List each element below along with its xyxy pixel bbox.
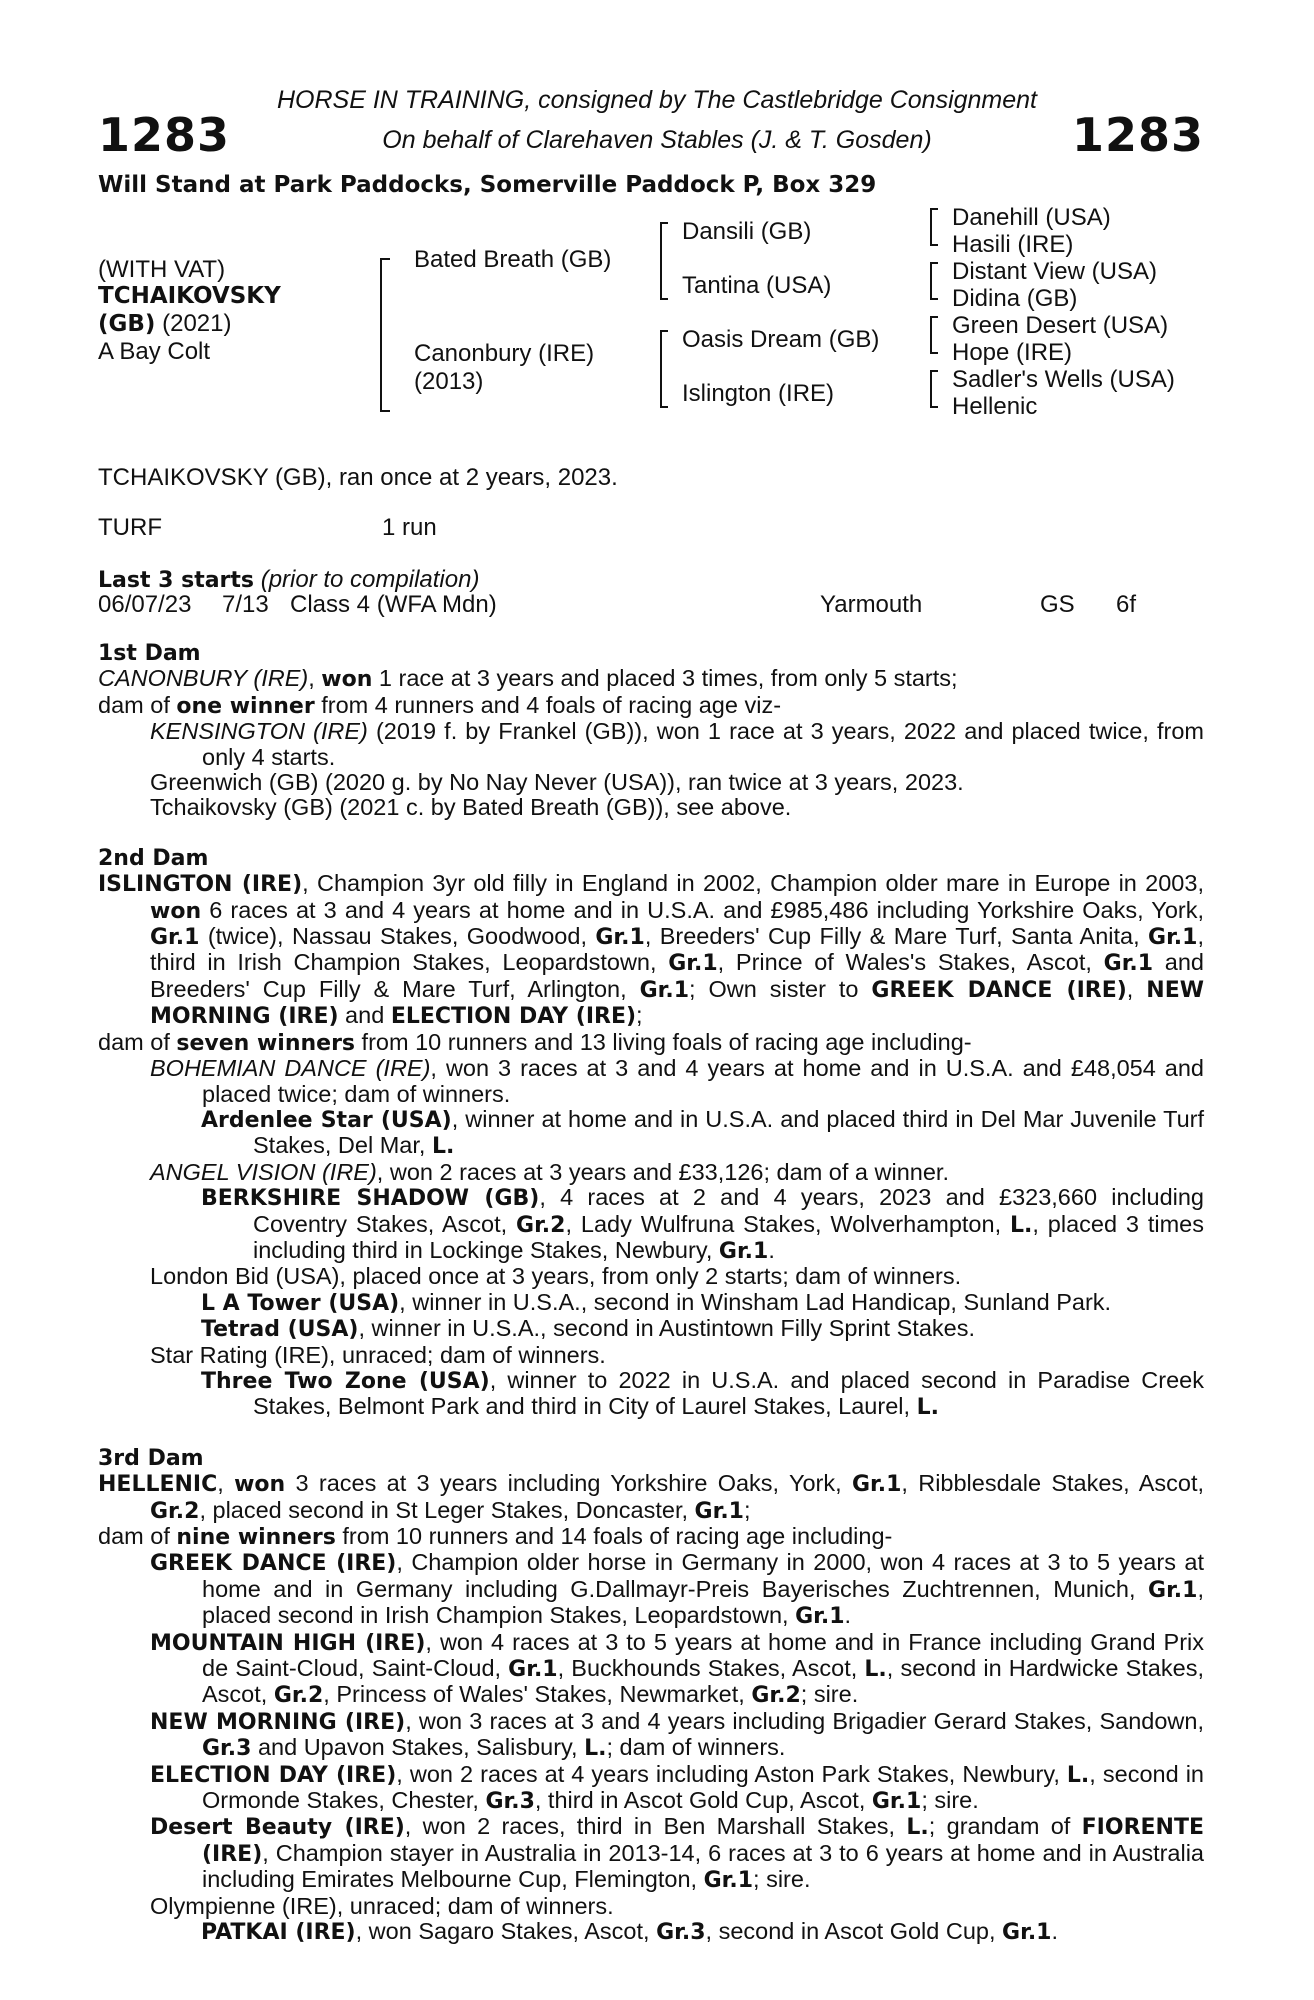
spacer <box>98 1421 1204 1446</box>
produce-name: ANGEL VISION (IRE) <box>150 1158 377 1185</box>
text: ; <box>743 1496 751 1523</box>
text: and Breeders' Cup Filly & Mare Turf, Arlington, <box>150 949 1204 1002</box>
winners-count: seven winners <box>176 1030 356 1056</box>
grade: Gr.2 <box>516 1212 566 1238</box>
grade: Gr.1 <box>718 1238 769 1264</box>
winners-count: one winner <box>176 693 315 719</box>
text: , Ribblesdale Stakes, Ascot, <box>901 1470 1204 1497</box>
text: , won 2 races at 4 years including Aston Park Stakes, Newbury, <box>396 1760 1067 1787</box>
grade: Gr.1 <box>668 951 718 977</box>
won-text: won <box>321 667 373 693</box>
third-dam-line <box>98 1471 1204 1524</box>
pedigree-g1: Danehill (USA) <box>952 204 1111 231</box>
start-going: GS <box>1040 591 1075 618</box>
pedigree-g3: Distant View (USA) <box>952 258 1157 285</box>
stand-location: Will Stand at Park Paddocks, Somerville Paddock P, Box 329 <box>98 172 877 198</box>
text: , winner at home and in U.S.A. and placed third in Del Mar Juvenile Turf Stakes, Del Mar, <box>253 1105 1204 1159</box>
produce-name: MOUNTAIN HIGH (IRE) <box>150 1630 426 1656</box>
grade: L. <box>1066 1762 1090 1788</box>
text: , second in Ormonde Stakes, Chester, <box>202 1760 1204 1814</box>
pedigree-sire-sire: Dansili (GB) <box>682 218 812 245</box>
text: , won 2 races at 3 years and £33,126; dam of a winner. <box>376 1158 949 1185</box>
start-class: Class 4 (WFA Mdn) <box>290 591 497 618</box>
produce-desert-beauty <box>98 1814 1204 1893</box>
produce-name: Ardenlee Star (USA) <box>201 1107 452 1133</box>
lot-number-right: 1283 <box>1071 108 1204 162</box>
consignment-line: HORSE IN TRAINING, consigned by The Castlebridge Consignment <box>276 86 1038 114</box>
pedigree-brace-g4 <box>930 370 938 408</box>
text: , <box>308 665 322 692</box>
pedigree-brace-dam <box>660 330 668 408</box>
pedigree-sire: Bated Breath (GB) <box>414 246 612 273</box>
start-position: 7/13 <box>222 591 269 618</box>
grade: Gr.2 <box>150 1498 200 1524</box>
produce-tchaikovsky: Tchaikovsky (GB) (2021 c. by Bated Breath (GB)), see above. <box>150 794 792 821</box>
race-summary: TCHAIKOVSKY (GB), ran once at 2 years, 2023. <box>98 464 618 491</box>
produce-ardenlee-star <box>98 1107 1204 1160</box>
won-text: won <box>150 898 202 924</box>
pedigree-g4: Didina (GB) <box>952 285 1078 312</box>
text: (twice), Nassau Stakes, Goodwood, <box>199 923 596 950</box>
text: ; dam of winners. <box>606 1734 786 1761</box>
horse-description: A Bay Colt <box>98 338 211 365</box>
text: , <box>1126 975 1147 1002</box>
grade: Gr.1 <box>1148 925 1198 951</box>
text: , placed second in Irish Champion Stakes, Leopardstown, <box>202 1575 1204 1629</box>
sibling-name: NEW MORNING (IRE) <box>150 977 1204 1030</box>
text: , won 2 races, third in Ben Marshall Stakes, <box>404 1813 907 1840</box>
text: and Upavon Stakes, Salisbury, <box>251 1734 585 1761</box>
second-dam-name: ISLINGTON (IRE) <box>98 872 303 898</box>
text: , third in Ascot Gold Cup, Ascot, <box>534 1787 872 1814</box>
text: ; Own sister to <box>689 975 872 1002</box>
produce-greek-dance <box>98 1550 1204 1629</box>
text: ; sire. <box>921 1787 979 1814</box>
produce-name: L A Tower (USA) <box>201 1290 400 1316</box>
text: , winner in U.S.A., second in Austintown Filly Sprint Stakes. <box>358 1315 975 1342</box>
text: ; <box>636 1002 643 1029</box>
grade: Gr.1 <box>639 977 689 1003</box>
text: , third in Irish Champion Stakes, Leopardstown, <box>150 923 1204 976</box>
pedigree-brace-g3 <box>930 316 938 354</box>
grade: Gr.1 <box>851 1472 902 1498</box>
text: , placed 3 times including third in Lockinge Stakes, Newbury, <box>253 1210 1204 1263</box>
text: , Breeders' Cup Filly & Mare Turf, Santa Anita, <box>644 923 1149 950</box>
produce-election-day <box>98 1762 1204 1815</box>
grade: Gr.1 <box>871 1789 922 1815</box>
pedigree-dam-year: (2013) <box>414 368 484 395</box>
sibling-name: ELECTION DAY (IRE) <box>390 1004 637 1030</box>
text: 1 race at 3 years and placed 3 times, from only 5 starts; <box>372 665 958 692</box>
pedigree-g2: Hasili (IRE) <box>952 231 1074 258</box>
text: . <box>844 1602 852 1629</box>
spacer <box>98 821 1204 846</box>
produce-olympienne: Olympienne (IRE), unraced; dam of winners. <box>150 1892 614 1919</box>
produce-name: Desert Beauty (IRE) <box>150 1815 405 1841</box>
pedigree-brace-sire <box>660 222 668 300</box>
text: , Champion 3yr old filly in England in 2002, Champion older mare in Europe in 2003, <box>302 870 1204 897</box>
third-dam-produce <box>98 1524 1204 1550</box>
produce-name: PATKAI (IRE) <box>201 1920 356 1946</box>
produce-three-two-zone <box>98 1368 1204 1421</box>
produce-patkai <box>98 1919 1204 1945</box>
text: , Lady Wulfruna Stakes, Wolverhampton, <box>565 1210 1010 1237</box>
pedigree-g8: Hellenic <box>952 393 1038 420</box>
text: ; sire. <box>800 1681 859 1708</box>
text: 3 races at 3 years including Yorkshire Oaks, York, <box>285 1470 852 1497</box>
produce-greenwich: Greenwich (GB) (2020 g. by No Nay Never (USA)), ran twice at 3 years, 2023. <box>150 769 964 796</box>
produce-la-tower <box>98 1290 1204 1316</box>
grade: L. <box>1009 1212 1033 1238</box>
produce-mountain-high <box>98 1630 1204 1709</box>
grade: Gr.1 <box>694 1498 744 1524</box>
grade: Gr.3 <box>202 1736 252 1762</box>
pedigree-g6: Hope (IRE) <box>952 339 1073 366</box>
produce-tetrad <box>98 1316 1204 1342</box>
text: , Buckhounds Stakes, Ascot, <box>557 1655 865 1682</box>
text: from 10 runners and 13 living foals of racing age including- <box>355 1028 972 1055</box>
produce-name: NEW MORNING (IRE) <box>150 1709 406 1735</box>
sibling-name: GREEK DANCE (IRE) <box>871 977 1127 1003</box>
text: , Princess of Wales' Stakes, Newmarket, <box>323 1681 752 1708</box>
grade: L. <box>864 1657 887 1683</box>
text: . <box>768 1236 775 1263</box>
winners-count: nine winners <box>176 1525 336 1550</box>
pedigree-sire-dam: Tantina (USA) <box>682 272 832 299</box>
grade: Gr.1 <box>1002 1920 1052 1946</box>
produce-name: BOHEMIAN DANCE (IRE) <box>150 1055 431 1082</box>
pedigree-brace-g2 <box>930 262 938 300</box>
first-dam-heading: 1st Dam <box>98 641 201 666</box>
text: ; sire. <box>753 1866 811 1893</box>
start-course: Yarmouth <box>820 591 923 618</box>
text: , <box>217 1470 235 1497</box>
produce-name: KENSINGTON (IRE) <box>150 718 368 745</box>
last-starts-title: Last 3 starts <box>98 568 255 593</box>
second-dam-line <box>98 871 1204 1029</box>
text: 6 races at 3 and 4 years at home and in U.S.A. and £985,486 including Yorkshire Oaks, York, <box>201 896 1204 923</box>
first-dam-name: CANONBURY (IRE) <box>98 665 309 692</box>
grade: L. <box>906 1815 929 1841</box>
second-dam-heading: 2nd Dam <box>98 845 209 871</box>
produce-name: ELECTION DAY (IRE) <box>150 1762 397 1788</box>
pedigree-dam-dam: Islington (IRE) <box>682 380 835 407</box>
grade: Gr.3 <box>485 1789 535 1815</box>
pedigree-dam: Canonbury (IRE) <box>414 340 595 367</box>
produce-name: Three Two Zone (USA) <box>201 1368 490 1394</box>
first-dam-produce <box>98 693 1204 719</box>
text: . <box>1051 1918 1059 1945</box>
start-distance: 6f <box>1116 591 1137 618</box>
family-details <box>98 641 1204 1946</box>
text: , won 4 races at 3 to 5 years at home and in France including Grand Prix de Saint-Cloud, Saint-Cloud, <box>202 1628 1204 1682</box>
text: , Champion stayer in Australia in 2013-14, 6 races at 3 to 6 years at home and in Australia including Emirates Melbourne Cup, Flemington, <box>202 1839 1204 1893</box>
produce-star-rating: Star Rating (IRE), unraced; dam of winners. <box>150 1341 606 1368</box>
grade: L. <box>431 1134 455 1160</box>
second-dam-produce <box>98 1030 1204 1056</box>
produce-name: GREEK DANCE (IRE) <box>150 1551 397 1577</box>
horse-year: (2021) <box>162 310 232 337</box>
produce-kensington <box>98 719 1204 770</box>
text: from 4 runners and 4 foals of racing age viz- <box>314 691 782 718</box>
horse-country: (GB) <box>98 311 156 337</box>
text: ; grandam of <box>928 1813 1082 1840</box>
horse-name: TCHAIKOVSKY <box>98 283 281 309</box>
pedigree-dam-sire: Oasis Dream (GB) <box>682 326 880 353</box>
consignor-line: On behalf of Clarehaven Stables (J. & T. Gosden) <box>382 126 932 154</box>
third-dam-heading: 3rd Dam <box>98 1445 204 1471</box>
text: (2019 f. by Frankel (GB)), won 1 race at 3 years, 2022 and placed twice, from only 4 starts. <box>202 718 1204 770</box>
grade: Gr.1 <box>703 1868 754 1894</box>
grade: Gr.2 <box>273 1683 324 1709</box>
first-dam-line <box>98 666 1204 692</box>
text: , Champion older horse in Germany in 2000, won 4 races at 3 to 5 years at home and in Germany including G.Dallmayr-Preis Bayerisches Zuchtrennen, Munich, <box>202 1549 1204 1602</box>
produce-angel-vision <box>98 1160 1204 1185</box>
grade: Gr.1 <box>1148 1577 1198 1603</box>
pedigree-brace-g1 <box>930 208 938 246</box>
lot-number-left: 1283 <box>98 108 231 162</box>
produce-bohemian-dance <box>98 1056 1204 1107</box>
horse-identity <box>98 256 281 365</box>
vat-note: (WITH VAT) <box>98 256 226 283</box>
grade: Gr.1 <box>795 1604 845 1630</box>
produce-name: FIORENTE (IRE) <box>202 1815 1204 1867</box>
text: , placed second in St Leger Stakes, Doncaster, <box>199 1496 695 1523</box>
grade: Gr.3 <box>656 1920 706 1946</box>
grade: L. <box>584 1736 607 1762</box>
last-starts-heading <box>98 566 479 594</box>
produce-name: BERKSHIRE SHADOW (GB) <box>201 1186 540 1212</box>
third-dam-name: HELLENIC <box>98 1472 218 1498</box>
produce-london-bid: London Bid (USA), placed once at 3 years, from only 2 starts; dam of winners. <box>150 1263 962 1290</box>
text: dam of <box>98 1523 177 1549</box>
text: from 10 runners and 14 foals of racing age including- <box>335 1523 893 1549</box>
grade: L. <box>916 1395 939 1421</box>
produce-name: Tetrad (USA) <box>201 1317 359 1343</box>
turf-value: 1 run <box>382 514 437 541</box>
text: , winner to 2022 in U.S.A. and placed second in Paradise Creek Stakes, Belmont Park and third in City of Laurel Stakes, Laurel, <box>253 1366 1204 1420</box>
text: , 4 races at 2 and 4 years, 2023 and £323,660 including Coventry Stakes, Ascot, <box>253 1184 1204 1237</box>
last-starts-note: (prior to compilation) <box>260 566 480 593</box>
pedigree-g7: Sadler's Wells (USA) <box>952 366 1175 393</box>
text: , won Sagaro Stakes, Ascot, <box>355 1918 657 1945</box>
grade: Gr.1 <box>595 925 645 951</box>
won-text: won <box>234 1472 286 1498</box>
text: , won 3 races at 3 and 4 years including Brigadier Gerard Stakes, Sandown, <box>405 1707 1204 1734</box>
grade: Gr.1 <box>508 1657 558 1683</box>
text: and <box>338 1002 391 1029</box>
text: dam of <box>98 691 177 718</box>
text: , Prince of Wales's Stakes, Ascot, <box>717 949 1104 976</box>
start-date: 06/07/23 <box>98 591 192 618</box>
grade: Gr.1 <box>1103 951 1154 977</box>
grade: Gr.1 <box>150 925 200 951</box>
produce-new-morning <box>98 1709 1204 1762</box>
turf-label: TURF <box>98 514 162 541</box>
pedigree-g5: Green Desert (USA) <box>952 312 1169 339</box>
text: dam of <box>98 1028 177 1055</box>
pedigree-brace-1 <box>380 258 390 412</box>
text: , second in Hardwicke Stakes, Ascot, <box>202 1655 1204 1708</box>
text: , second in Ascot Gold Cup, <box>705 1918 1003 1945</box>
text: , winner in U.S.A., second in Winsham Lad Handicap, Sunland Park. <box>399 1288 1112 1315</box>
grade: Gr.2 <box>751 1683 801 1709</box>
text: , won 3 races at 3 and 4 years at home and in U.S.A. and £48,054 and placed twice; dam of winners. <box>202 1055 1204 1107</box>
produce-berkshire-shadow <box>98 1185 1204 1264</box>
